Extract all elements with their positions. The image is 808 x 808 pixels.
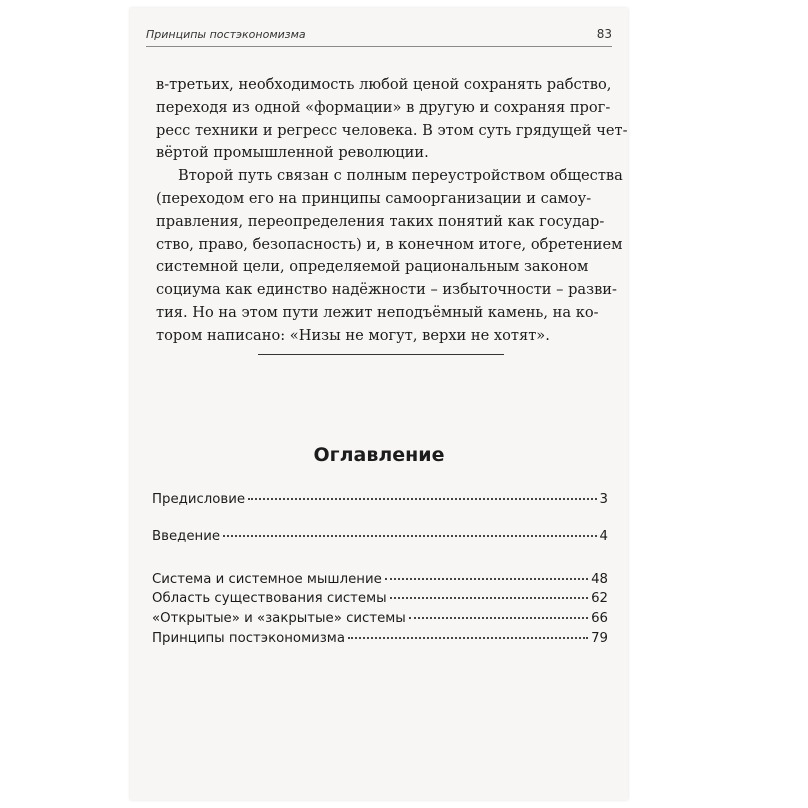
toc-leader-dots	[348, 637, 588, 639]
text-line: вёртой промышленной революции.	[156, 144, 429, 162]
text-line: правления, переопределения таких понятий как государ-	[156, 212, 605, 230]
toc-entry-page: 62	[591, 591, 608, 606]
text-line: тором написано: «Низы не могут, верхи не хотят».	[156, 326, 550, 344]
toc-entry-system-thinking[interactable]	[152, 572, 608, 592]
toc-leader-dots	[409, 617, 588, 619]
page-number: 83	[596, 27, 612, 41]
text-line: в-третьих, необходимость любой ценой сохранять рабство,	[156, 76, 612, 93]
running-header	[146, 20, 612, 47]
toc-entry-label: «Открытые» и «закрытые» системы	[152, 611, 406, 626]
toc-entry-page: 3	[599, 492, 608, 507]
toc-entry-label: Предисловие	[152, 492, 246, 507]
paragraph-1	[156, 74, 628, 165]
text-line: (переходом его на принципы самоорганизации и самоу-	[156, 189, 592, 207]
toc-entry-preface[interactable]	[152, 492, 608, 512]
toc-entry-introduction[interactable]	[152, 529, 608, 549]
text-line: тия. Но на этом пути лежит неподъёмный камень, на ко-	[156, 303, 599, 321]
toc-leader-dots	[223, 535, 597, 537]
text-line: социума как единство надёжности – избыточности – разви-	[156, 281, 617, 299]
toc-entry-page: 79	[591, 631, 608, 646]
toc-entry-page: 48	[591, 572, 608, 587]
text-line: Второй путь связан с полным переустройством общества	[178, 167, 623, 185]
toc-entry-label: Принципы постэкономизма	[152, 631, 345, 646]
text-line: ресс техники и регресс человека. В этом суть грядущей чет-	[156, 121, 628, 139]
running-title: Принципы постэкономизма	[146, 28, 306, 41]
text-line: ство, право, безопасность) и, в конечном итоге, обретением	[156, 235, 623, 253]
text-line: системной цели, определяемой рациональным законом	[156, 258, 589, 276]
body-text	[156, 74, 628, 348]
toc-entry-post-economism[interactable]	[152, 631, 608, 651]
toc-title: Оглавление	[313, 444, 445, 466]
toc-leader-dots	[390, 597, 588, 599]
toc-entry-label: Введение	[152, 529, 221, 544]
toc-leader-dots	[385, 578, 588, 580]
toc-entry-open-closed-systems[interactable]	[152, 611, 608, 631]
paragraph-2	[156, 165, 623, 347]
toc-leader-dots	[248, 498, 596, 500]
toc-entry-label: Область существования системы	[152, 591, 387, 606]
toc-entry-page: 66	[591, 611, 608, 626]
book-page	[130, 8, 628, 800]
toc-entry-page: 4	[599, 529, 608, 544]
toc-entry-label: Система и системное мышление	[152, 572, 382, 587]
text-line: переходя из одной «формации» в другую и сохраняя прог-	[156, 98, 611, 116]
toc-entry-system-existence[interactable]	[152, 591, 608, 611]
section-divider	[258, 354, 504, 355]
